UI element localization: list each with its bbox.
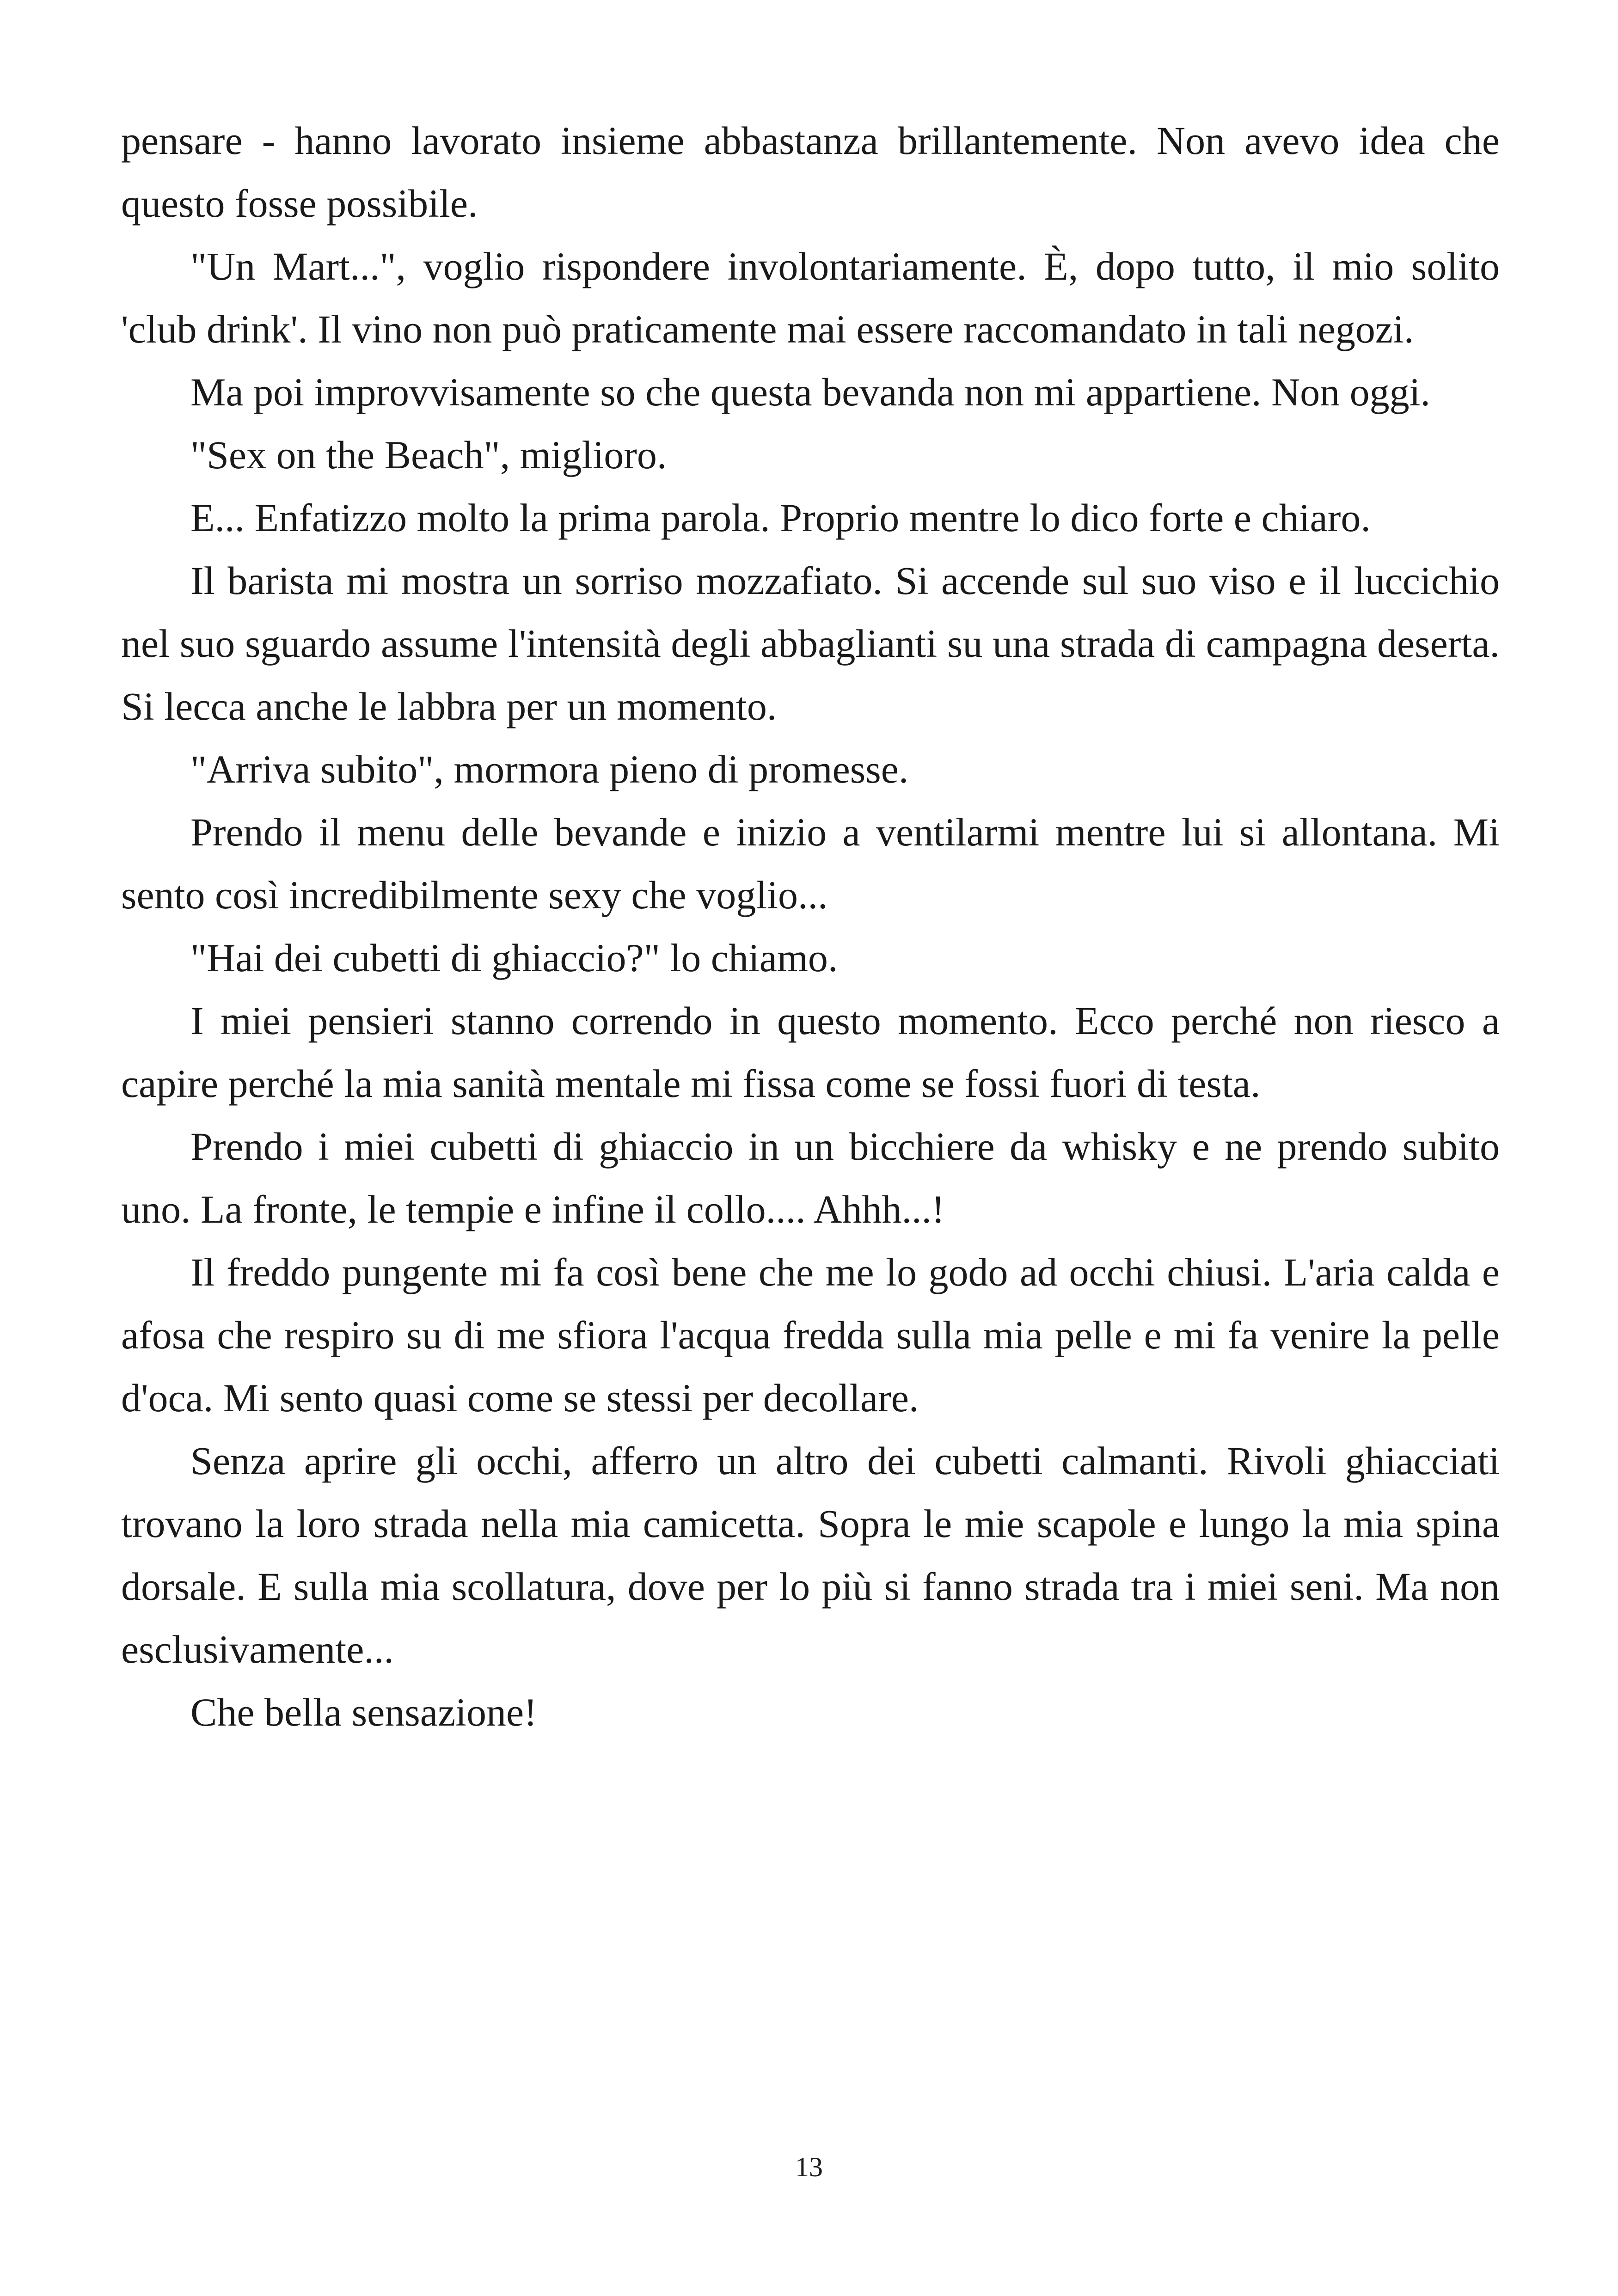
paragraph: Il freddo pungente mi fa così bene che me lo godo ad occhi chiusi. L'aria calda e afosa che respiro su di me sfiora l'acqua fredda sulla mia pelle e mi fa venire la pelle d'oca. Mi sento quasi come se stessi per decollare. [121, 1250, 1500, 1420]
page-body-text [121, 109, 1500, 1744]
paragraph: "Hai dei cubetti di ghiaccio?" lo chiamo. [190, 936, 838, 980]
paragraph: Prendo il menu delle bevande e inizio a ventilarmi mentre lui si allontana. Mi sento così incredibilmente sexy che voglio... [121, 810, 1500, 917]
paragraph: "Arriva subito", mormora pieno di promesse. [190, 747, 909, 791]
paragraph: E... Enfatizzo molto la prima parola. Proprio mentre lo dico forte e chiaro. [190, 496, 1371, 540]
paragraph: Ma poi improvvisamente so che questa bevanda non mi appartiene. Non oggi. [190, 370, 1431, 414]
paragraph: Che bella sensazione! [190, 1690, 537, 1734]
paragraph: "Sex on the Beach", miglioro. [190, 433, 667, 477]
paragraph: Il barista mi mostra un sorriso mozzafiato. Si accende sul suo viso e il luccichio nel suo sguardo assume l'intensità degli abbaglianti su una strada di campagna deserta. Si lecca anche le labbra per un momento. [121, 558, 1500, 729]
paragraph: pensare - hanno lavorato insieme abbastanza brillantemente. Non avevo idea che questo fosse possibile. [121, 118, 1500, 226]
paragraph: Senza aprire gli occhi, afferro un altro dei cubetti calmanti. Rivoli ghiacciati trovano la loro strada nella mia camicetta. Sopra le mie scapole e lungo la mia spina dorsale. E sulla mia scollatura, dove per lo più si fanno strada tra i miei seni. Ma non esclusivamente... [121, 1439, 1500, 1671]
paragraph: "Un Mart...", voglio rispondere involontariamente. È, dopo tutto, il mio solito 'club drink'. Il vino non può praticamente mai essere raccomandato in tali negozi. [121, 244, 1500, 351]
paragraph: I miei pensieri stanno correndo in questo momento. Ecco perché non riesco a capire perché la mia sanità mentale mi fissa come se fossi fuori di testa. [121, 998, 1500, 1106]
paragraph: Prendo i miei cubetti di ghiaccio in un bicchiere da whisky e ne prendo subito uno. La fronte, le tempie e infine il collo.... Ahhh...! [121, 1124, 1500, 1231]
page-number: 13 [795, 2152, 823, 2182]
